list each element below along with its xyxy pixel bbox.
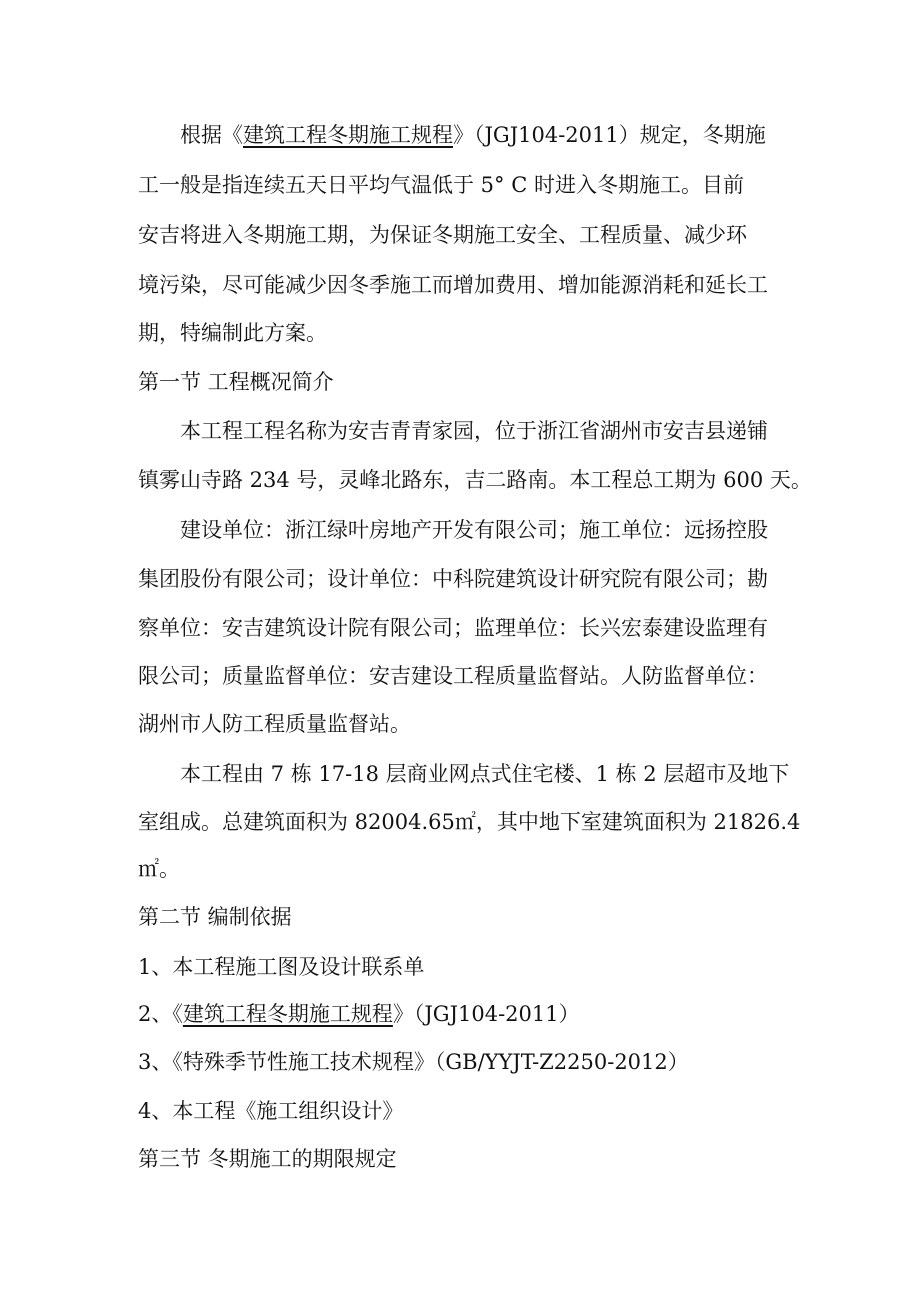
basis-item-2-title: 建筑工程冬期施工规程 — [182, 1002, 393, 1026]
intro-line-3: 安吉将进入冬期施工期，为保证冬期施工安全、工程质量、减少环 — [138, 223, 747, 247]
section-3-heading: 第三节 冬期施工的期限规定 — [138, 1147, 397, 1171]
basis-item-2 — [138, 999, 580, 1029]
basis-item-2-pre: 2、《 — [138, 1002, 183, 1026]
intro-line-1-pre: 根据《 — [180, 123, 243, 147]
basis-item-3: 3、《特殊季节性施工技术规程》（GB/YYJT-Z2250-2012） — [138, 1050, 689, 1074]
overview-p3-line-1: 本工程由 7 栋 17-18 层商业网点式住宅楼、1 栋 2 层超市及地下 — [180, 762, 790, 786]
overview-p2-line-5: 湖州市人防工程质量监督站。 — [138, 712, 411, 736]
intro-line-2: 工一般是指连续五天日平均气温低于 5° C 时进入冬期施工。目前 — [138, 173, 744, 197]
overview-p2-line-1: 建设单位：浙江绿叶房地产开发有限公司；施工单位：远扬控股 — [180, 518, 768, 542]
overview-p1-line-1: 本工程工程名称为安吉青青家园，位于浙江省湖州市安吉县递铺 — [180, 419, 768, 443]
overview-p3-line-2: 室组成。总建筑面积为 82004.65㎡，其中地下室建筑面积为 21826.4 — [138, 810, 801, 834]
intro-line-1 — [180, 120, 766, 150]
basis-item-1: 1、本工程施工图及设计联系单 — [138, 955, 425, 979]
overview-p2-line-3: 察单位：安吉建筑设计院有限公司；监理单位：长兴宏泰建设监理有 — [138, 616, 768, 640]
overview-p2-line-4: 限公司；质量监督单位：安吉建设工程质量监督站。人防监督单位： — [138, 664, 768, 688]
section-2-heading: 第二节 编制依据 — [138, 905, 292, 929]
intro-line-1-post: 》（JGJ104-2011）规定，冬期施 — [453, 123, 766, 147]
overview-p2-line-2: 集团股份有限公司；设计单位：中科院建筑设计研究院有限公司；勘 — [138, 567, 768, 591]
intro-line-4: 境污染，尽可能减少因冬季施工而增加费用、增加能源消耗和延长工 — [138, 273, 768, 297]
section-1-heading: 第一节 工程概况简介 — [138, 370, 334, 394]
basis-item-2-post: 》（JGJ104-2011） — [392, 1002, 580, 1026]
basis-item-4: 4、本工程《施工组织设计》 — [138, 1099, 404, 1123]
overview-p1-line-2: 镇雾山寺路 234 号，灵峰北路东，吉二路南。本工程总工期为 600 天。 — [138, 468, 812, 492]
standard-title-link: 建筑工程冬期施工规程 — [243, 123, 453, 147]
overview-p3-line-3: ㎡。 — [138, 857, 180, 881]
intro-line-5: 期，特编制此方案。 — [138, 321, 327, 345]
